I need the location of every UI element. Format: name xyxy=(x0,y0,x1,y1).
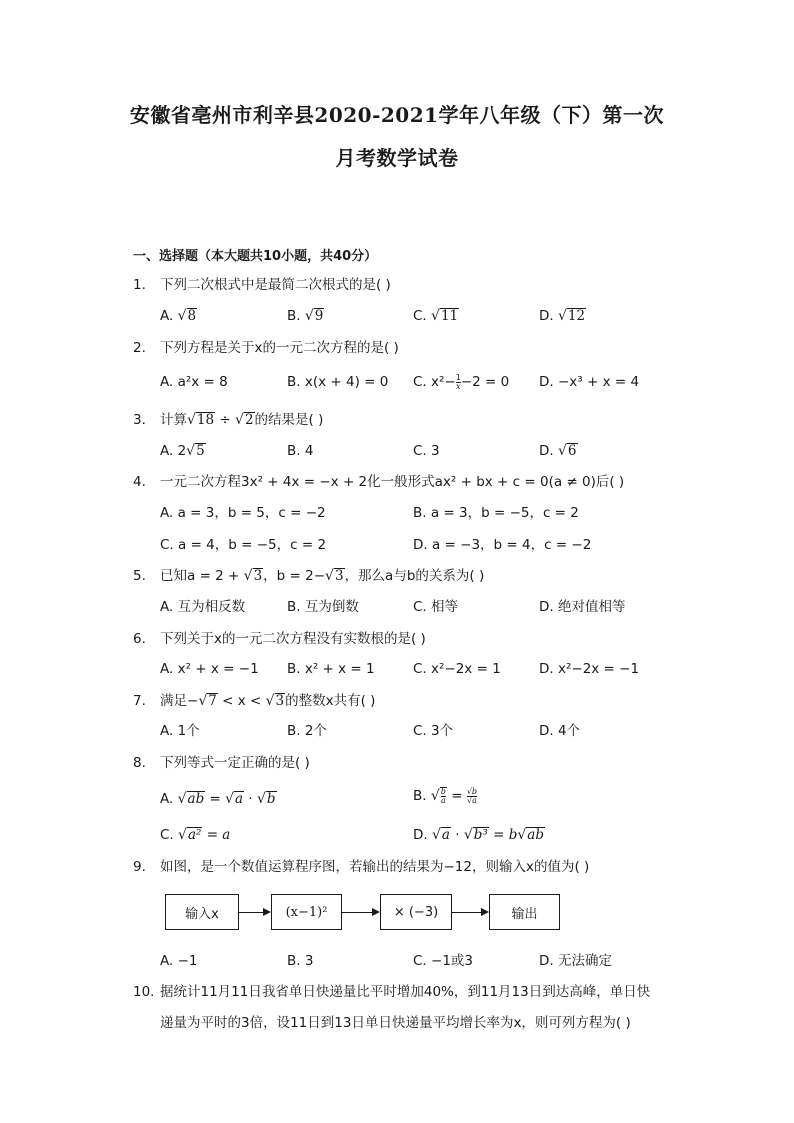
sqrt-symbol: √ xyxy=(177,308,187,324)
radicand: b xyxy=(266,791,276,807)
option-text: = xyxy=(205,791,226,807)
question-number: 7. xyxy=(133,693,146,709)
option-text: = b xyxy=(488,827,518,843)
sqrt-symbol: √ xyxy=(265,693,275,709)
radicand: 2 xyxy=(244,412,254,428)
option-d: D. 4个 xyxy=(539,723,581,739)
question-number: 8. xyxy=(133,755,146,771)
sqrt-symbol: √ xyxy=(517,827,527,843)
sqrt-symbol: √ xyxy=(177,791,187,807)
question-stem xyxy=(160,566,484,586)
option-d xyxy=(539,441,578,461)
option-b xyxy=(413,786,477,806)
option-b: B. a = 3，b = −5，c = 2 xyxy=(413,505,579,521)
option-b: B. 2个 xyxy=(287,723,327,739)
option-c xyxy=(413,306,459,326)
sqrt-symbol: √ xyxy=(225,791,235,807)
option-d: D. −x³ + x = 4 xyxy=(539,374,640,390)
option-a: A. a²x = 8 xyxy=(160,374,228,390)
option-label: D. xyxy=(413,827,428,843)
sqrt-symbol: √ xyxy=(325,568,334,584)
question-stem-line1: 据统计11月11日我省单日快递量比平时增加40%，到11月13日到达高峰，单日快 xyxy=(160,984,651,1000)
option-a: A. 1个 xyxy=(160,723,200,739)
question-stem: 下列方程是关于x的一元二次方程的是( ) xyxy=(160,340,399,356)
sqrt-symbol: √ xyxy=(198,693,208,709)
option-b: B. x² + x = 1 xyxy=(287,661,375,677)
option-label: A. xyxy=(160,791,174,807)
fraction-denominator: x xyxy=(456,381,461,391)
radicand: b³ xyxy=(473,827,488,843)
radicand: 12 xyxy=(567,308,586,324)
option-b: B. 4 xyxy=(287,443,314,459)
option-text: −2 = 0 xyxy=(460,374,510,390)
question-stem: 如图，是一个数值运算程序图，若输出的结果为−12，则输入x的值为( ) xyxy=(160,859,590,875)
flow-arrow xyxy=(342,912,378,913)
option-d xyxy=(539,306,586,326)
option-c xyxy=(413,372,509,392)
option-label: A. 2 xyxy=(160,443,187,459)
question-stem xyxy=(160,410,323,430)
question-number: 6. xyxy=(133,631,146,647)
option-a xyxy=(160,789,277,809)
option-c xyxy=(160,825,230,845)
option-text: C. x²− xyxy=(413,374,456,390)
option-c: C. 相等 xyxy=(413,599,459,615)
fraction-numerator: 1 xyxy=(455,372,461,382)
question-number: 2. xyxy=(133,340,146,356)
radicand: ab xyxy=(527,827,544,843)
sqrt-symbol: √ xyxy=(557,308,567,324)
option-a: A. a = 3，b = 5，c = −2 xyxy=(160,505,326,521)
sqrt-symbol: √ xyxy=(431,827,441,843)
radicand: a xyxy=(441,827,450,843)
option-d xyxy=(413,825,545,845)
radicand: a xyxy=(235,791,244,807)
stem-text: 满足− xyxy=(160,693,199,709)
fraction xyxy=(440,787,447,805)
sqrt-symbol: √ xyxy=(557,443,567,459)
question-number: 5. xyxy=(133,568,146,584)
option-c: C. a = 4，b = −5，c = 2 xyxy=(160,537,327,553)
option-b: B. 互为倒数 xyxy=(287,599,359,615)
stem-text: ，那么a与b的关系为( ) xyxy=(344,568,485,584)
flow-box-square: (x−1)² xyxy=(271,894,342,930)
fraction-denominator: √a xyxy=(466,795,477,805)
fraction-numerator: b xyxy=(440,787,446,796)
question-stem: 下列关于x的一元二次方程没有实数根的是( ) xyxy=(160,631,426,647)
radicand: a² xyxy=(187,827,202,843)
radicand: 3 xyxy=(334,568,344,584)
flow-arrow xyxy=(239,912,269,913)
option-d: D. x²−2x = −1 xyxy=(539,661,640,677)
option-a xyxy=(160,441,206,461)
question-number: 10. xyxy=(133,984,155,1000)
section-heading: 一、选择题（本大题共10小题，共40分） xyxy=(133,249,378,264)
option-a xyxy=(160,306,197,326)
fraction-numerator: √b xyxy=(466,786,478,796)
option-b xyxy=(287,306,324,326)
option-label: A. xyxy=(160,308,174,324)
stem-text: < x < xyxy=(217,693,266,709)
sqrt-symbol: √ xyxy=(186,443,196,459)
sqrt-symbol: √ xyxy=(178,827,187,843)
stem-text: 的整数x共有( ) xyxy=(285,693,376,709)
option-a: A. −1 xyxy=(160,953,198,969)
sqrt-symbol: √ xyxy=(256,791,266,807)
option-label: C. xyxy=(160,827,174,843)
sqrt-symbol: √ xyxy=(463,827,473,843)
question-number: 9. xyxy=(133,859,146,875)
flow-box-multiply: × (−3) xyxy=(380,894,452,930)
question-number: 4. xyxy=(133,474,146,490)
option-d: D. 绝对值相等 xyxy=(539,599,626,615)
option-d: D. a = −3，b = 4，c = −2 xyxy=(413,537,592,553)
option-c: C. x²−2x = 1 xyxy=(413,661,501,677)
stem-text: 的结果是( ) xyxy=(254,412,324,428)
option-c: C. −1或3 xyxy=(413,953,473,969)
option-text: · xyxy=(244,791,257,807)
radicand: 3 xyxy=(253,568,263,584)
question-stem-line2: 递量为平时的3倍，设11日到13日单日快递量平均增长率为x，则可列方程为( ) xyxy=(160,1015,631,1031)
option-text: · xyxy=(450,827,464,843)
option-text: = xyxy=(446,788,467,804)
radicand: 3 xyxy=(275,693,285,709)
radicand: 5 xyxy=(196,443,205,459)
option-a: A. x² + x = −1 xyxy=(160,661,259,677)
sqrt-symbol: √ xyxy=(243,568,253,584)
option-b: B. x(x + 4) = 0 xyxy=(287,374,389,390)
option-a: A. 互为相反数 xyxy=(160,599,246,615)
stem-text: ，b = 2− xyxy=(263,568,326,584)
question-stem: 下列等式一定正确的是( ) xyxy=(160,755,310,771)
stem-text: ÷ xyxy=(215,412,236,428)
question-stem: 一元二次方程3x² + 4x = −x + 2化一般形式ax² + bx + c = 0(a ≠ 0)后( ) xyxy=(160,474,625,490)
option-d: D. 无法确定 xyxy=(539,953,612,969)
option-label: C. xyxy=(413,308,427,324)
exam-title-line1: 安徽省亳州市利辛县2020-2021学年八年级（下）第一次 xyxy=(129,103,665,127)
question-number: 1. xyxy=(133,277,146,293)
question-number: 3. xyxy=(133,412,146,428)
stem-text: 已知a = 2 + xyxy=(160,568,244,584)
radicand: ab xyxy=(187,791,205,807)
stem-text: 计算 xyxy=(160,412,187,428)
option-c: C. 3 xyxy=(413,443,440,459)
sqrt-symbol: √ xyxy=(187,412,196,428)
question-stem xyxy=(160,691,375,711)
exam-title-line2: 月考数学试卷 xyxy=(335,146,459,170)
option-text: = a xyxy=(202,827,231,843)
option-c: C. 3个 xyxy=(413,723,454,739)
question-stem: 下列二次根式中是最简二次根式的是( ) xyxy=(160,277,391,293)
sqrt-symbol: √ xyxy=(304,308,314,324)
flow-box-output: 输出 xyxy=(489,894,560,930)
flow-arrow xyxy=(452,912,487,913)
fraction xyxy=(467,788,477,805)
fraction-denominator: a xyxy=(440,796,446,805)
radicand: 9 xyxy=(314,308,324,324)
option-label: D. xyxy=(539,308,554,324)
radicand: 6 xyxy=(567,443,577,459)
option-label: B. xyxy=(413,788,427,804)
radicand: 11 xyxy=(440,308,459,324)
radicand: 18 xyxy=(196,412,215,428)
option-b: B. 3 xyxy=(287,953,314,969)
flow-box-input: 输入x xyxy=(165,894,239,930)
sqrt-symbol: √ xyxy=(235,412,244,428)
sqrt-symbol: √ xyxy=(431,308,440,324)
radicand: 7 xyxy=(208,693,217,709)
option-label: D. xyxy=(539,443,554,459)
radicand: 8 xyxy=(187,308,197,324)
sqrt-symbol: √ xyxy=(430,788,440,804)
option-label: B. xyxy=(287,308,301,324)
